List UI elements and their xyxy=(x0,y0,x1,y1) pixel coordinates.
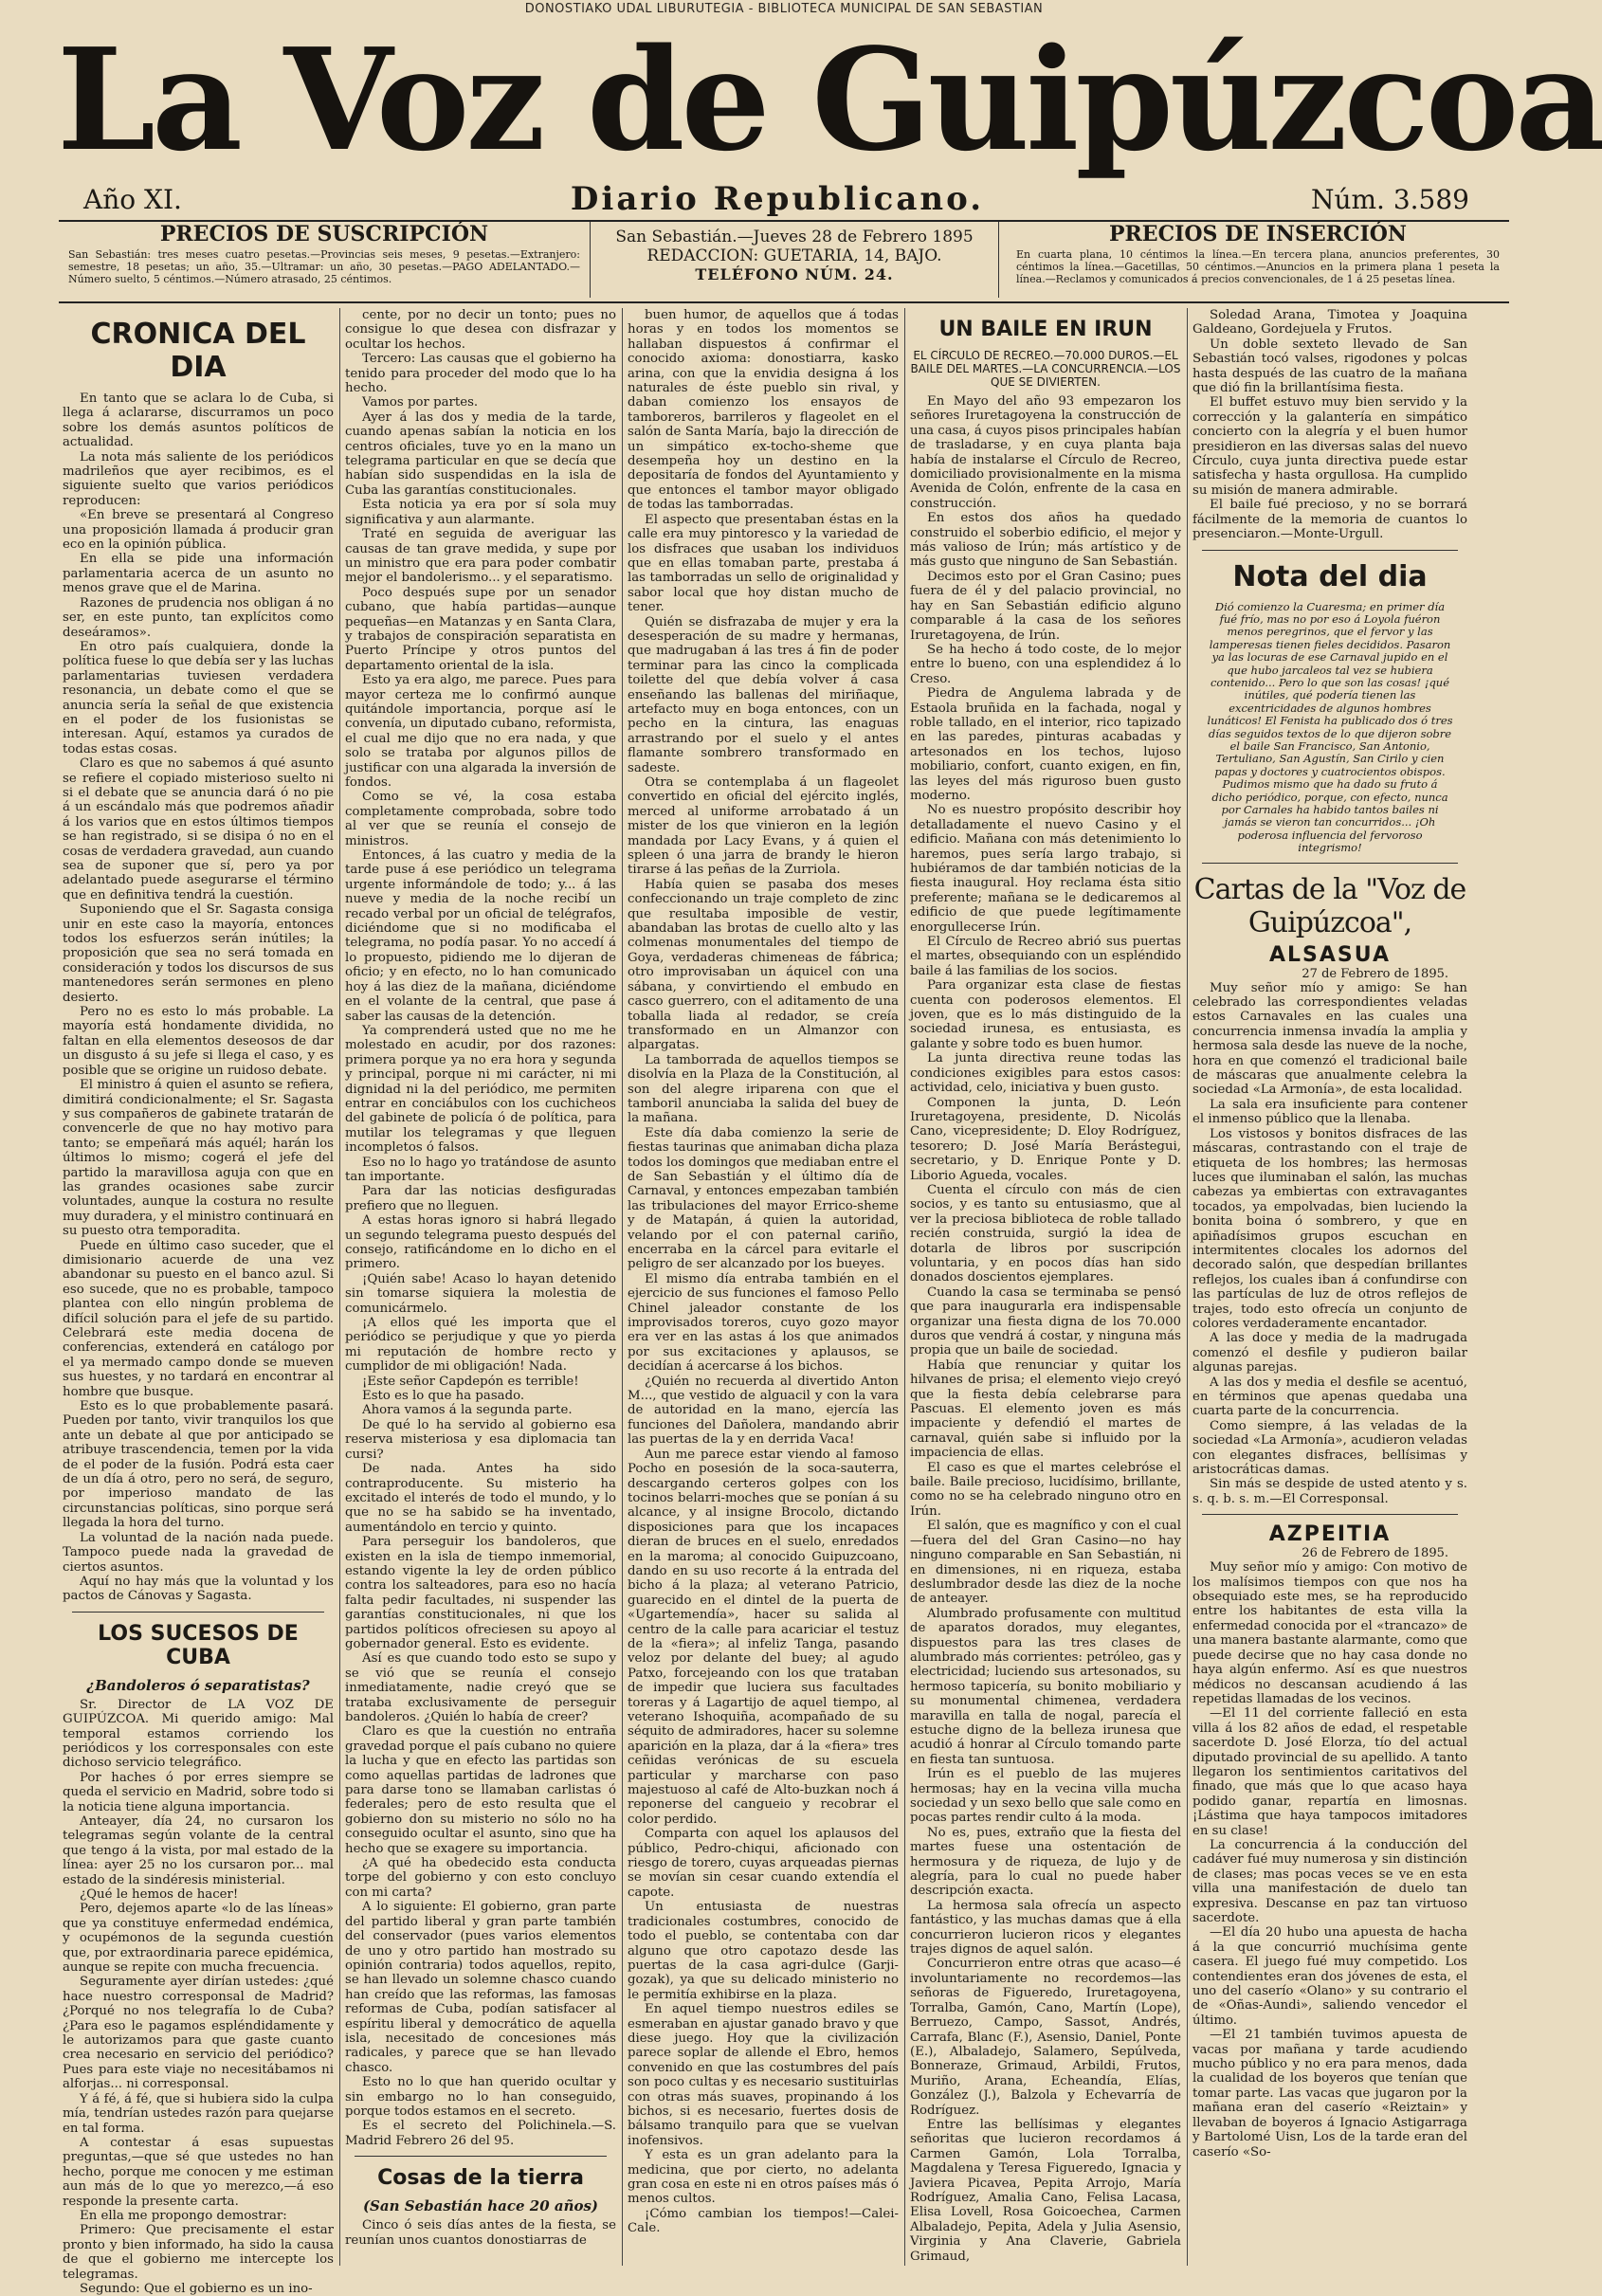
cartas-heading: Cartas de la "Voz de Guipúzcoa", xyxy=(1193,872,1466,939)
divider xyxy=(72,1612,324,1613)
paragraph: El ministro á quien el asunto se refiera, dimitirá condicionalmente; el Sr. Sagasta y sus compañeros de gabinete tratarán de convencerle de que no hay motivo para tanto; se empeñará más aquél; harán los últimos lo mismo; cogerá el jefe del partido la maravillosa aguja con que en las grandes ocasiones sabe zurcir voluntades, aunque la costura no resulte muy duradera, y el ministro continuará en su puesto otra temporadita. xyxy=(63,1078,334,1239)
paragraph: En Mayo del año 93 empezaron los señores Iruretagoyena la construcción de una casa, á cuyos pisos principales habían de trasladarse, y en cuya planta baja había de instalarse el Círculo de Recreo, domiciliado provisionalmente en la misma Avenida de Colón, enfrente de la casa en construcción. xyxy=(910,394,1181,511)
column-rule xyxy=(1187,308,1188,2266)
paragraph: Segundo: Que el gobierno es un ino- xyxy=(80,2281,313,2296)
paragraph: Para perseguir los bandoleros, que existen en la isla de tiempo inmemorial, estando vigente la ley de orden público contra los salteadores, para eso no hacía falta pedir facultades, ni suspender las garantías constitucionales, ni que los partidos políticos ofreciesen su apoyo al gobernador general. Esto es evidente. xyxy=(345,1535,616,1651)
paragraph: El buffet estuvo muy bien servido y la corrección y la galantería en simpático concierto con la alegría y el buen humor presidieron en las diversas salas del nuevo Círculo, cuya junta directiva puede estar satisfecha y hasta orgullosa. Ha cumplido su misión de manera admirable. xyxy=(1192,395,1467,498)
paragraph: Aun me parece estar viendo al famoso Pocho en posesión de la soca-sauterra, descargando certeros golpes con los tocinos belarri-moches que se ponían á su alcance, y al insigne Brocolo, dictando disposiciones para que los incapaces dieran de bruces en el suelo, enredados en la maroma; al conocido Guipuzcoano, dando en su uso recorte á la entrada del bicho á la plaza; al veterano Patricio, guarecido en el dintel de la puerta de «Ugartemendía», hacer su salida al centro de la calle para acariciar el testuz de la «fiera»; al infeliz Tanga, pasando veloz por delante del buey; al agudo Patxo, forcejeando con los que trataban de impedir que luciera sus facultades toreras y á Lagartijo de aquel tiempo, al veterano Ishoquiña, acompañado de su séquito de admiradores, hacer su solemne aparición en la plaza, dar á la «fiera» tres ceñidas verónicas de su escuela particular y marcharse con paso majestuoso al café de Alto-buzkan noch á reponerse del cangueio y recobrar el color perdido. xyxy=(628,1447,899,1827)
paragraph: En estos dos años ha quedado construido el soberbio edificio, el mejor y más valioso de Irún; más artístico y de más gusto que ninguno de San Sebastián. xyxy=(910,511,1181,570)
divider xyxy=(1202,1514,1458,1515)
year-label: Año XI. xyxy=(83,184,182,215)
telefono: TELÉFONO NÚM. 24. xyxy=(695,265,894,283)
paragraph: Irún es el pueblo de las mujeres hermosas; hay en la vecina villa mucha sociedad y un sexo bello que sale como en pocas partes rendir culto á la moda. xyxy=(910,1767,1181,1826)
paragraph: Esto es lo que ha pasado. xyxy=(362,1389,525,1404)
paragraph: Entonces, á las cuatro y media de la tarde puse á ese periódico un telegrama urgente informándole de todo; y... á las nueve y media de la noche recibí un recado verbal por un oficial de telégrafos, diciéndome que si no modificaba el telegrama, no podía pasar. Yo no accedí á lo propuesto, pidiendo me lo dijeran de oficio; y en efecto, no lo han comunicado hoy á las diez de la mañana, diciéndome en el volante de la central, que pase á saber las causas de la detención. xyxy=(345,848,616,1024)
paragraph: Soledad Arana, Timotea y Joaquina Galdeano, Gordejuela y Frutos. xyxy=(1192,308,1467,337)
azpeitia-body xyxy=(1192,1560,1467,2159)
column-rule xyxy=(904,308,905,2266)
paragraph: De nada. Antes ha sido contraproducente. Su misterio ha excitado el interés de todo el mundo, y lo que no se ha sabido se ha inventado, aumentándolo en tercio y quinto. xyxy=(345,1462,616,1535)
subhead-row xyxy=(66,180,1488,218)
paragraph: Alumbrado profusamente con multitud de aparatos dorados, muy elegantes, dispuestos para las tres clases de alumbrado más corrientes: petróleo, gas y electricidad; luciendo sus artesonados, su hermoso tapicería, su bonito mobiliario y su monumental chimenea, verdadera maravilla en talla de nogal, parecía el estuche digno de la belleza irunesa que acudió á honrar al Círculo tomando parte en fiesta tan suntuosa. xyxy=(910,1606,1181,1767)
paragraph: Como se vé, la cosa estaba completamente comprobada, sobre todo al ver que se reunía el consejo de ministros. xyxy=(345,790,616,848)
column-rule xyxy=(622,308,623,2266)
cosas-body xyxy=(345,2218,616,2248)
cuba-subheading: ¿Bandoleros ó separatistas? xyxy=(86,1676,310,1694)
column-2 xyxy=(345,308,616,2270)
paragraph: Esta noticia ya era por sí sola muy significativa y aun alarmante. xyxy=(345,498,616,527)
column-3 xyxy=(628,308,899,2270)
nota-heading: Nota del dia xyxy=(1232,559,1428,593)
paragraph: El Círculo de Recreo abrió sus puertas el martes, obsequiando con un espléndido baile á las familias de los socios. xyxy=(910,935,1181,978)
paragraph: Componen la junta, D. León Iruretagoyena, presidente, D. Nicolás Cano, vicepresidente; D. Eloy Rodríguez, tesorero; D. José María Berástegui, secretario, y D. Enrique Ponte y D. Liborio Agueda, vocales. xyxy=(910,1095,1181,1183)
cuba-body xyxy=(63,1698,334,2296)
paragraph: Traté en seguida de averiguar las causas de tan grave medida, y supe por un ministro que era para poder combatir mejor el bandolerismo... y el separatismo. xyxy=(345,527,616,586)
paragraph: Esto no lo que han querido ocultar y sin embargo no lo han conseguido, porque todos estamos en el secreto. xyxy=(345,2075,616,2119)
paragraph: Vamos por partes. xyxy=(362,395,479,410)
paragraph: Pero, dejemos aparte «lo de las líneas» que ya constituye enfermedad endémica, y ocupémonos de la segunda cuestión que, por extraordinaria parece epidémica, aunque se repite con mucha frecuencia. xyxy=(63,1902,334,1976)
divider xyxy=(1202,863,1458,864)
alsasua-date: 27 de Febrero de 1895. xyxy=(1302,966,1448,981)
cronica-heading: CRONICA DEL DIA xyxy=(90,318,306,384)
paragraph: Sin más se despide de usted atento y s. s. q. b. s. m.—El Corresponsal. xyxy=(1192,1477,1467,1506)
archive-header: DONOSTIAKO UDAL LIBURUTEGIA - BIBLIOTECA MUNICIPAL DE SAN SEBASTIAN xyxy=(524,2,1044,16)
paragraph: Sr. Director de LA VOZ DE GUIPÚZCOA. Mi querido amigo: Mal temporal estamos corriendo los periódicos y los corresponsales con este dichoso servicio telegráfico. xyxy=(63,1697,334,1771)
subscription-box xyxy=(59,222,590,287)
paragraph: La hermosa sala ofrecía un aspecto fantástico, y las muchas damas que á ella concurrieron lucieron ricos y elegantes trajes dignos de aquel salón. xyxy=(910,1898,1181,1958)
paragraph: Como siempre, á las veladas de la sociedad «La Armonía», acudieron veladas con elegantes disfraces, bellísimas y aristocráticas damas. xyxy=(1192,1418,1467,1478)
column-4 xyxy=(910,308,1181,2270)
paragraph: «En breve se presentará al Congreso una proposición llamada á producir gran eco en la opinión pública. xyxy=(63,508,334,553)
redaccion: REDACCION: GUETARIA, 14, BAJO. xyxy=(646,246,942,265)
paragraph: Seguramente ayer dirían ustedes: ¿qué hace nuestro corresponsal de Madrid? ¿Porqué no nos telegrafía lo de Cuba? ¿Para eso le pagamos espléndidamente y le autorizamos para que gaste cuanto crea necesario en servicio del periódico? Pues para este viaje no necesitábamos ni alforjas... ni corresponsal. xyxy=(63,1975,334,2092)
paragraph: Para organizar esta clase de fiestas cuenta con poderosos elementos. El joven, que es lo más distinguido de la sociedad irunesa, es entusiasta, es galante y sobre todo es buen humor. xyxy=(910,978,1181,1051)
paragraph: Poco después supe por un senador cubano, que había partidas—aunque pequeñas—en Matanzas y en Santa Clara, y trabajos de conspiración separatista en Puerto Príncipe y otros puntos del departamento oriental de la isla. xyxy=(345,585,616,673)
paragraph: A lo siguiente: El gobierno, gran parte del partido liberal y gran parte también del conservador (pues varios elementos de uno y otro partido han mostrado su opinión contraria) todos aquellos, repito, se han llevado un solemne chasco cuando han creído que las reformas, las famosas reformas de Cuba, podían satisfacer al espíritu liberal y democrático de aquella isla, necesitado de concesiones más radicales, y parece que se han llevado chasco. xyxy=(345,1900,616,2075)
paragraph: ¿Quién no recuerda al divertido Anton M..., que vestido de alguacil y con la vara de autoridad en la mano, ejercía las funciones del Dañolera, mandando abrir las puertas de la y en derrida Vaca! xyxy=(628,1374,899,1448)
paragraph: No es nuestro propósito describir hoy detalladamente el nuevo Casino y el edificio. Mañana con más detenimiento lo haremos, pues sería largo trabajo, si hubiéramos de dar también noticias de la fiesta inaugural. Hoy reclama ésta sitio preferente; mañana se le dedicaremos al edificio de que puede legítimamente enorgullecerse Irún. xyxy=(910,803,1181,935)
column-5 xyxy=(1192,308,1467,2270)
paragraph: El baile fué precioso, y no se borrará fácilmente de la memoria de cuantos lo presenciaron.—Monte-Urgull. xyxy=(1192,498,1467,542)
paragraph: La nota más saliente de los periódicos madrileños que ayer recibimos, es el siguiente suelto que varios periódicos reproducen: xyxy=(63,449,334,508)
cosas-subheading: (San Sebastián hace 20 años) xyxy=(362,2197,599,2215)
paragraph: Esto ya era algo, me parece. Pues para mayor certeza me lo confirmó aunque quitándole importancia, porque así le convenía, un diputado cubano, reformista, el cual me dijo que no era nada, y que solo se trataba por algunos pillos de justificar con una algarada la inversión de fondos. xyxy=(345,673,616,790)
paragraph: Se ha hecho á todo coste, de lo mejor entre lo bueno, con una esplendidez á lo Creso. xyxy=(910,642,1181,686)
center-info xyxy=(590,222,999,298)
paragraph: Pero no es esto lo más probable. La mayoría está hondamente dividida, no faltan en ella elementos deseosos de dar un disgusto á su jefe si llega el caso, y es posible que se origine un ruidoso debate. xyxy=(63,1005,334,1078)
masthead-title: La Voz de Guipúzcoa xyxy=(57,17,1602,182)
paragraph: ¡A ellos qué les importa que el periódico se perjudique y que yo pierda mi reputación de hombre recto y cumplidor de mi obligación! Nada. xyxy=(345,1316,616,1375)
baile-summary: EL CÍRCULO DE RECREO.—70.000 DUROS.—EL BAILE DEL MARTES.—LA CONCURRENCIA.—LOS QUE SE DIVIERTEN. xyxy=(910,349,1181,389)
column-rule xyxy=(339,308,340,2266)
paragraph: Esto es lo que probablemente pasará. Pueden por tanto, vivir tranquilos los que ante un debate al que por anticipado se atribuye trascendencia, temen por la vida de el poder de la fusión. Podrá esta caer de un día á otro, pero no será, de seguro, por imperioso mandato de las circunstancias políticas, sino porque será llegada la hora del turno. xyxy=(63,1399,334,1531)
paragraph: Primero: Que precisamente el estar pronto y bien informado, ha sido la causa de que el gobierno me intercepte los telegramas. xyxy=(63,2223,334,2282)
paragraph: Así es que cuando todo esto se supo y se vió que se reunía el consejo inmediatamente, nadie creyó que se trataba exclusivamente de perseguir bandoleros. ¿Quién lo había de creer? xyxy=(345,1651,616,1724)
paragraph: Comparta con aquel los aplausos del público, Pedro-chiqui, aficionado con riesgo de torero, cuyas arqueadas piernas se movían sin cesar cuando extendía el capote. xyxy=(628,1827,899,1900)
paragraph: ¡Este señor Capdepón es terrible! xyxy=(362,1374,579,1389)
paragraph: Puede en último caso suceder, que el dimisionario acuerde de una vez abandonar su puesto en el banco azul. Si eso sucede, que no es probable, tampoco plantea con ello ningún problema de difícil solución para el jefe de su partido. Celebrará este media docena de conferencias, extenderá en catálogo por el ya mermado campo donde se mueven sus huestes, y no tardará en encontrar al hombre que busque. xyxy=(63,1238,334,1399)
paragraph: La concurrencia á la conducción del cadáver fué muy numerosa y sin distinción de clases; mas pocas veces se ve en esta villa una manifestación de duelo tan expresiva. Descanse en paz tan virtuoso sacerdote. xyxy=(1192,1837,1467,1925)
cuba-heading: LOS SUCESOS DE CUBA xyxy=(98,1621,299,1669)
paragraph: En otro país cualquiera, donde la política fuese lo que debía ser y las luchas parlamentarias tuviesen verdadera resonancia, un debate como el que se anuncia sería la señal de que existencia en el poder de los fusionistas se interesan. Aquí, estamos ya curados de todas estas cosas. xyxy=(63,639,334,756)
subscription-title: PRECIOS DE SUSCRIPCIÓN xyxy=(159,222,489,246)
paragraph: En aquel tiempo nuestros ediles se esmeraban en ajustar ganado bravo y que diese juego. Hoy que la civilización parece soplar de allende el Ebro, hemos convenido en que las costumbres del país son poco cultas y es necesario sustituirlas con otras más suaves, propinando á los bichos, si es necesario, fuertes dosis de bálsamo tranquilo para que se vuelvan inofensivos. xyxy=(628,2002,899,2148)
cuba-body-continued xyxy=(345,308,616,2148)
subtitle: Diario Republicano. xyxy=(570,180,985,218)
paragraph: Para dar las noticias desfiguradas prefiero que no lleguen. xyxy=(345,1184,616,1213)
paragraph: Este día daba comienzo la serie de fiestas taurinas que animaban dicha plaza todos los domingos que mediaban entre el de San Sebastián y el último día de Carnaval, y entonces empezaban también las tribulaciones del mayor Errico-sheme y de Matapán, á quien la autoridad, velando por el con paternal cariño, encerraba en la cárcel para evitarle el peligro de ser alcanzado por los bueyes. xyxy=(628,1125,899,1272)
paragraph: Es el secreto del Polichinela.—S. Madrid Febrero 26 del 95. xyxy=(345,2119,616,2148)
paragraph: Y esta es un gran adelanto para la medicina, que por cierto, no adelanta gran cosa en este ni en otros países más ó menos cultos. xyxy=(628,2148,899,2207)
paragraph: La junta directiva reune todas las condiciones exigibles para estos casos: actividad, celo, iniciativa y buen gusto. xyxy=(910,1051,1181,1096)
insertion-title: PRECIOS DE INSERCIÓN xyxy=(1108,222,1408,246)
paragraph: En tanto que se aclara lo de Cuba, si llega á aclararse, discurramos un poco sobre los demás asuntos políticos de actualidad. xyxy=(63,392,334,450)
column-1 xyxy=(63,308,334,2296)
paragraph: El aspecto que presentaban éstas en la calle era muy pintoresco y la variedad de los disfraces que usaban los individuos que en ellas tomaban parte, prestaba á las tamborradas un sello de originalidad y sabor local que hoy distan mucho de tener. xyxy=(628,512,899,615)
insertion-text: En cuarta plana, 10 céntimos la línea.—En tercera plana, anuncios preferentes, 30 céntimos la línea.—Gacetillas, 50 céntimos.—Anuncios en la primera plana 1 peseta la línea.—Reclamos y comunicados á precios convencionales, de 1 á 25 pesetas línea. xyxy=(1016,248,1500,285)
paragraph: Por haches ó por erres siempre se queda el servicio en Madrid, sobre todo si la noticia tiene alguna importancia. xyxy=(63,1770,334,1814)
paragraph: Había que renunciar y quitar los hilvanes de prisa; el elemento viejo creyó que la fiesta debía celebrarse para Pascuas. El elemento joven es más impaciente y defendió el martes de carnaval, quién sabe si influido por la impaciencia de ellas. xyxy=(910,1358,1181,1461)
paragraph: —El 21 también tuvimos apuesta de vacas por mañana y tarde acudiendo mucho público y no era para menos, dada la cualidad de los boyeros que tenían que tomar parte. Las vacas que jugaron por la mañana eran del caserío «Reiztain» y llevaban de boyeros á Ignacio Astigarraga y Bartolomé Uisn, Los de la tarde eran del caserío «So- xyxy=(1192,2028,1467,2159)
paragraph: Claro es que la cuestión no entraña gravedad porque el país cubano no quiere la lucha y que en efecto las partidas son como aquellas partidas de ladrones que para darse tono se llamaban carlistas ó federales; pero de esto resulta que el gobierno don su misterio no sólo no ha conseguido ocultar el asunto, sino que ha hecho que se exagere su importancia. xyxy=(345,1724,616,1856)
paragraph: —El día 20 hubo una apuesta de hacha á la que concurrió muchísima gente casera. El juego fué muy competido. Los contendientes eran dos jóvenes de esta, el uno del caserío «Olano» y su contrario el de «Oñas-Aundi», saliendo vencedor el último. xyxy=(1192,1925,1467,2028)
nota-poem: Dió comienzo la Cuaresma; en primer día fué frío, mas no por eso á Loyola fuéron menos peregrinos, que el fervor y las lamperesas tienen fieles decididos. Pasaron ya las locuras de ese Carnaval jupido en el que hubo jarcaleos tal vez se hubiera contenido... Pero lo que son las cosas! ¡qué inútiles, qué podería tienen las excentricidades de algunos hombres lunáticos! El Fenista ha publicado dos ó tres días seguidos textos de lo que dijeron sobre el baile San Francisco, San Antonio, Tertuliano, San Agustín, San Cirilo y cien papas y doctores y cuatrocientos obispos. Pudimos mismo que ha dado su fruto á dicho periódico, porque, con efecto, nunca por Carnales ha habido tantos bailes ni jamás se vieron tan concurridos... ¡Oh poderosa influencia del fervoroso integrismo! xyxy=(1207,599,1453,855)
subscription-text: San Sebastián: tres meses cuatro pesetas.—Provincias seis meses, 9 pesetas.—Extranjero: semestre, 18 pesetas; un año, 35.—Ultramar: un año, 30 pesetas.—PAGO ADELANTADO.—Número suelto, 5 céntimos.—Número atrasado, 25 céntimos. xyxy=(68,248,580,285)
place-date: San Sebastián.—Jueves 28 de Febrero 1895 xyxy=(615,228,974,246)
divider xyxy=(355,2156,607,2157)
paragraph: Un entusiasta de nuestras tradicionales costumbres, conocido de todo el pueblo, se contentaba con dar alguno que otro capotazo desde las puertas de la casa agri-dulce (Garji-gozak), ya que su delicado ministerio no le permitía exhibirse en la plaza. xyxy=(628,1900,899,2002)
paragraph: ¿A qué ha obedecido esta conducta torpe del gobierno y con esto concluyo con mi carta? xyxy=(345,1856,616,1900)
paragraph: buen humor, de aquellos que á todas horas y en todos los momentos se hallaban dispuestos á confirmar el conocido axioma: donostiarra, kasko arina, con que la envidia designa á los naturales de éste pueblo sin rival, y daban comienzo los ensayos de tamboreros, barrileros y flageolet en el salón de Santa María, bajo la dirección de un simpático ex-tocho-sheme que desempeña hoy un destino en la depositaría de fondos del Ayuntamiento y que entonces el tambor mayor obligado de todas las tamborradas. xyxy=(628,308,899,513)
paragraph: A contestar á esas supuestas preguntas,—que sé que ustedes no han hecho, porque me conocen y me estiman aun más de lo que yo merezco,—á eso responde la presente carta. xyxy=(63,2135,334,2209)
paragraph: Había quien se pasaba dos meses confeccionando un traje completo de zinc que resultaba imposible de vestir, abandaban las brotas de cuello alto y las colmenas monumentales del tiempo de Goya, verdaderas chimeneas de fábrica; otro improvisaban un áquicel con una sábana, y convirtiendo el embudo en casco guerrero, con el aditamento de una toballa liada al redador, se creía transformado en un Almanzor con alpargatas. xyxy=(628,877,899,1053)
paragraph: Otra se contemplaba á un flageolet convertido en oficial del ejército inglés, merced al uniforme arrobatado á un mister de los que vinieron en la legión mandada por Lacy Evans, y á quien el spleen ó una jarra de brandy le hieron tirarse á las peñas de la Zurriola. xyxy=(628,775,899,878)
paragraph: Ayer á las dos y media de la tarde, cuando apenas sabían la noticia en los centros oficiales, tuve yo en la mano un telegrama particular en que se decía que habían sido suspendidas en la isla de Cuba las garantías constitucionales. xyxy=(345,410,616,498)
paragraph: No es, pues, extraño que la fiesta del martes fuese una ostentación de hermosura y de riqueza, de lujo y de alegría, para lo cual no puede haber descripción exacta. xyxy=(910,1825,1181,1899)
paragraph: Decimos esto por el Gran Casino; pues fuera de él y del palacio provincial, no hay en San Sebastián edificio alguno comparable á la casa de los señores Iruretagoyena, de Irún. xyxy=(910,569,1181,643)
paragraph: Aquí no hay más que la voluntad y los pactos de Cánovas y Sagasta. xyxy=(63,1574,334,1604)
paragraph: Cuando la casa se terminaba se pensó que para inaugurarla era indispensable organizar una fiesta digna de los 70.000 duros que vendrá á costar, y ninguna más propia que un baile de sociedad. xyxy=(910,1285,1181,1358)
paragraph: Un doble sexteto llevado de San Sebastián tocó valses, rigodones y polcas hasta después de las cuatro de la mañana que dió fin la brillantísima fiesta. xyxy=(1192,337,1467,396)
paragraph: En ella se pide una información parlamentaria acerca de un asunto no menos grave que el de Marina. xyxy=(63,552,334,596)
paragraph: Suponiendo que el Sr. Sagasta consiga unir en este caso la mayoría, entonces todos los esfuerzos serán inútiles; la proposición que sea no será tomada en consideración y todos los discursos de sus mantenedores serán sermones en pleno desierto. xyxy=(63,902,334,1005)
baile-heading: UN BAILE EN IRUN xyxy=(938,318,1153,341)
paragraph: —El 11 del corriente falleció en esta villa á los 82 años de edad, el respetable sacerdote D. José Elorza, tío del actual diputado provincial de su apellido. A tanto llegaron los sentimientos caritativos del finado, que más que lo que acaso haya podido ganar, repartía en limosnas. ¡Lástima que haya tampocos imitadores en su clase! xyxy=(1192,1706,1467,1838)
paragraph: La tamborrada de aquellos tiempos se disolvía en la Plaza de la Constitución, al son del alegre iriparena con que el tamboril anunciaba la salida del buey de la mañana. xyxy=(628,1052,899,1126)
paragraph: Concurrieron entre otras que acaso—é involuntariamente no recordemos—las señoras de Figueredo, Iruretagoyena, Torralba, Gamón, Cano, Martín (Lope), Berruezo, Campo, Sassot, Andrés, Carrafa, Blanc (F.), Asensio, Daniel, Ponte (E.), Albaladejo, Salamero, Sepúlveda, Bonneraze, Grimaud, Arbildi, Frutos, Muriño, Arana, Echeandía, Elías, González (J.), Balzola y Echevarría de Rodríguez. xyxy=(910,1957,1181,2118)
azpeitia-date: 26 de Febrero de 1895. xyxy=(1302,1546,1448,1561)
paragraph: Y á fé, á fé, que si hubiera sido la culpa mía, tendrían ustedes razón para quejarse en tal forma. xyxy=(63,2091,334,2136)
paragraph: En ella me propongo demostrar: xyxy=(80,2208,287,2223)
paragraph: Claro es que no sabemos á qué asunto se refiere el copiado misterioso suelto ni si el debate que se anuncia dará ó no pie á un escándalo más que podremos añadir á los varios que en estos últimos tiempos se han registrado, si se disipa ó no en el cosas de verdadera gravedad, aun cuando sea de suponer que sí, pero ya por adelantado puede asegurarse el término que en definitiva tendrá la cuestión. xyxy=(63,756,334,902)
paragraph: Tercero: Las causas que el gobierno ha tenido para proceder del modo que lo ha hecho. xyxy=(345,352,616,396)
paragraph: El mismo día entraba también en el ejercicio de sus funciones el famoso Pello Chinel jaleador constante de los improvisados toreros, cuyo gozo mayor era ver en las astas á los que animados por sus excitaciones y aplausos, se decidían á acercarse á los bichos. xyxy=(628,1271,899,1375)
divider xyxy=(1202,550,1458,551)
paragraph: Piedra de Angulema labrada y de Estaola bruñida en la fachada, nogal y roble tallado, en el interior, rico tapizado en las paredes, pinturas acabadas y artesonados en los techos, lujoso mobiliario, confort, cuanto exigen, en fin, las leyes del más riguroso buen gusto moderno. xyxy=(910,686,1181,803)
paragraph: ¡Quién sabe! Acaso lo hayan detenido sin tomarse siquiera la molestia de comunicármelo. xyxy=(345,1271,616,1316)
cosas-body-continued xyxy=(628,308,899,2236)
cosas-heading: Cosas de la tierra xyxy=(377,2166,584,2191)
paragraph: Eso no lo hago yo tratándose de asunto tan importante. xyxy=(345,1155,616,1184)
paragraph: La voluntad de la nación nada puede. Tampoco puede nada la gravedad de ciertos asuntos. xyxy=(63,1530,334,1575)
paragraph: Entre las bellísimas y elegantes señoritas que lucieron recordamos á Carmen Gamón, Lola Torralba, Magdalena y Teresa Figueredo, Ignacia y Javiera Picavea, Pepita Arrojo, María Rodríguez, Amalia Cano, Felisa Lacasa, Elisa Lovell, Rosa Goicoechea, Carmen Albaladejo, Pepita, Adela y Julia Asensio, Virginia y Ana Claverie, Gabriela Grimaud, xyxy=(910,2117,1181,2264)
baile-body xyxy=(910,394,1181,2264)
paragraph: A estas horas ignoro si habrá llegado un segundo telegrama puesto después del consejo, ratificándome en lo dicho en el primero. xyxy=(345,1213,616,1272)
paragraph: La sala era insuficiente para contener el inmenso público que la llenaba. xyxy=(1192,1097,1467,1127)
paragraph: Ahora vamos á la segunda parte. xyxy=(362,1403,573,1418)
paragraph: Muy señor mío y amigo: Con motivo de los malísimos tiempos con que nos ha obsequiado este mes, se ha reproducido entre los habitantes de esta villa la enfermedad conocida por el «trancazo» de una manera bastante alarmante, como que puede decirse que no hay casa donde no haya algún enfermo. Así es que nuestros médicos no descansan acudiendo á las repetidas llamadas de los vecinos. xyxy=(1192,1560,1467,1706)
paragraph: ¡Cómo cambian los tiempos!—Calei-Cale. xyxy=(628,2206,899,2236)
paragraph: El caso es que el martes celebróse el baile. Baile precioso, lucidísimo, brillante, como no se ha celebrado ninguno otro en Irún. xyxy=(910,1460,1181,1519)
azpeitia-heading: AZPEITIA xyxy=(1268,1522,1392,1547)
paragraph: Razones de prudencia nos obligan á no ser, en este punto, tan explícitos como deseáramos». xyxy=(63,595,334,640)
paragraph: El salón, que es magnífico y con el cual—fuera del del Gran Casino—no hay ninguno comparable en San Sebastián, ni en dimensiones, ni en riqueza, estaba deslumbrador desde las diez de la noche de anteayer. xyxy=(910,1519,1181,1607)
paragraph: cente, por no decir un tonto; pues no consigue lo que desea con disfrazar y ocultar los hechos. xyxy=(345,308,616,352)
alsasua-body xyxy=(1192,981,1467,1507)
paragraph: De qué lo ha servido al gobierno esa reserva misteriosa y esa diplomacia tan cursi? xyxy=(345,1417,616,1462)
paragraph: Los vistosos y bonitos disfraces de las máscaras, contrastando con el traje de etiqueta de los hombres; las hermosas luces que iluminaban el salón, las muchas cabezas ya embiertas con extravagantes tocados, ya empolvadas, bien luciendo la bonita boina ó sombrero, y que en apiñadísimos grupos escuchan en intermitentes clocales los adornos del decorado salón, que despedían brillantes reflejos, los cuales iban á confundirse con las partículas de luz de otros reflejos de trajes, todo esto ofrecía un conjunto de colores verdaderamente encantador. xyxy=(1192,1126,1467,1331)
info-bottom-rule xyxy=(59,301,1509,303)
paragraph: A las doce y media de la madrugada comenzó el desfile y pudieron bailar algunas parejas. xyxy=(1192,1331,1467,1376)
insertion-box xyxy=(1007,222,1509,287)
paragraph: Quién se disfrazaba de mujer y era la desesperación de su madre y hermanas, que madrugaban á las tres á fin de poder terminar para las cinco la complicada toilette del que debía volver á casa enseñando las ballenas del miriñaque, artefacto muy en boga entonces, con un pecho en la cintura, las enaguas arrastrando por el suelo y el antes flamante sombrero transformado en sadeste. xyxy=(628,614,899,775)
info-row xyxy=(59,222,1509,303)
paragraph: Cinco ó seis días antes de la fiesta, se reunían unos cuantos donostiarras de xyxy=(345,2218,616,2248)
alsasua-heading: ALSASUA xyxy=(1269,942,1391,967)
cronica-body xyxy=(63,392,334,1604)
paragraph: Ya comprenderá usted que no me he molestado en acudir, por dos razones: primera porque ya no era hora y segunda y principal, porque ni mi carácter, ni mi dignidad ni la del periódico, me permiten entrar en conciábulos con los cuchicheos del gabinete de policía ó de política, para mutilar los telegramas y que lleguen incompletos ó falsos. xyxy=(345,1023,616,1156)
paragraph: Cuenta el círculo con más de cien socios, y es tanto su entusiasmo, que al ver la preciosa biblioteca de roble tallado recién construida, surgió la idea de dotarla de libros por suscripción voluntaria, y en pocos días han sido donados doscientos ejemplares. xyxy=(910,1182,1181,1285)
paragraph: Anteayer, día 24, no cursaron los telegramas según volante de la central que tengo á la vista, por mal estado de la línea: ayer 25 no los cursaron por... mal estado de la sindéresis ministerial. xyxy=(63,1813,334,1887)
baile-body-continued xyxy=(1192,308,1467,542)
paragraph: Muy señor mío y amigo: Se han celebrado las correspondientes veladas estos Carnavales en las cuales una concurrencia inmensa invadía la amplia y hermosa sala desde las nueve de la noche, hora en que comenzó el tradicional baile de máscaras que anualmente celebra la sociedad «La Armonía», de esta localidad. xyxy=(1192,980,1467,1098)
paragraph: ¿Qué le hemos de hacer! xyxy=(80,1887,239,1902)
paragraph: A las dos y media el desfile se acentuó, en términos que apenas quedaba una cuarta parte de la concurrencia. xyxy=(1192,1375,1467,1419)
issue-number: Núm. 3.589 xyxy=(1310,184,1469,215)
